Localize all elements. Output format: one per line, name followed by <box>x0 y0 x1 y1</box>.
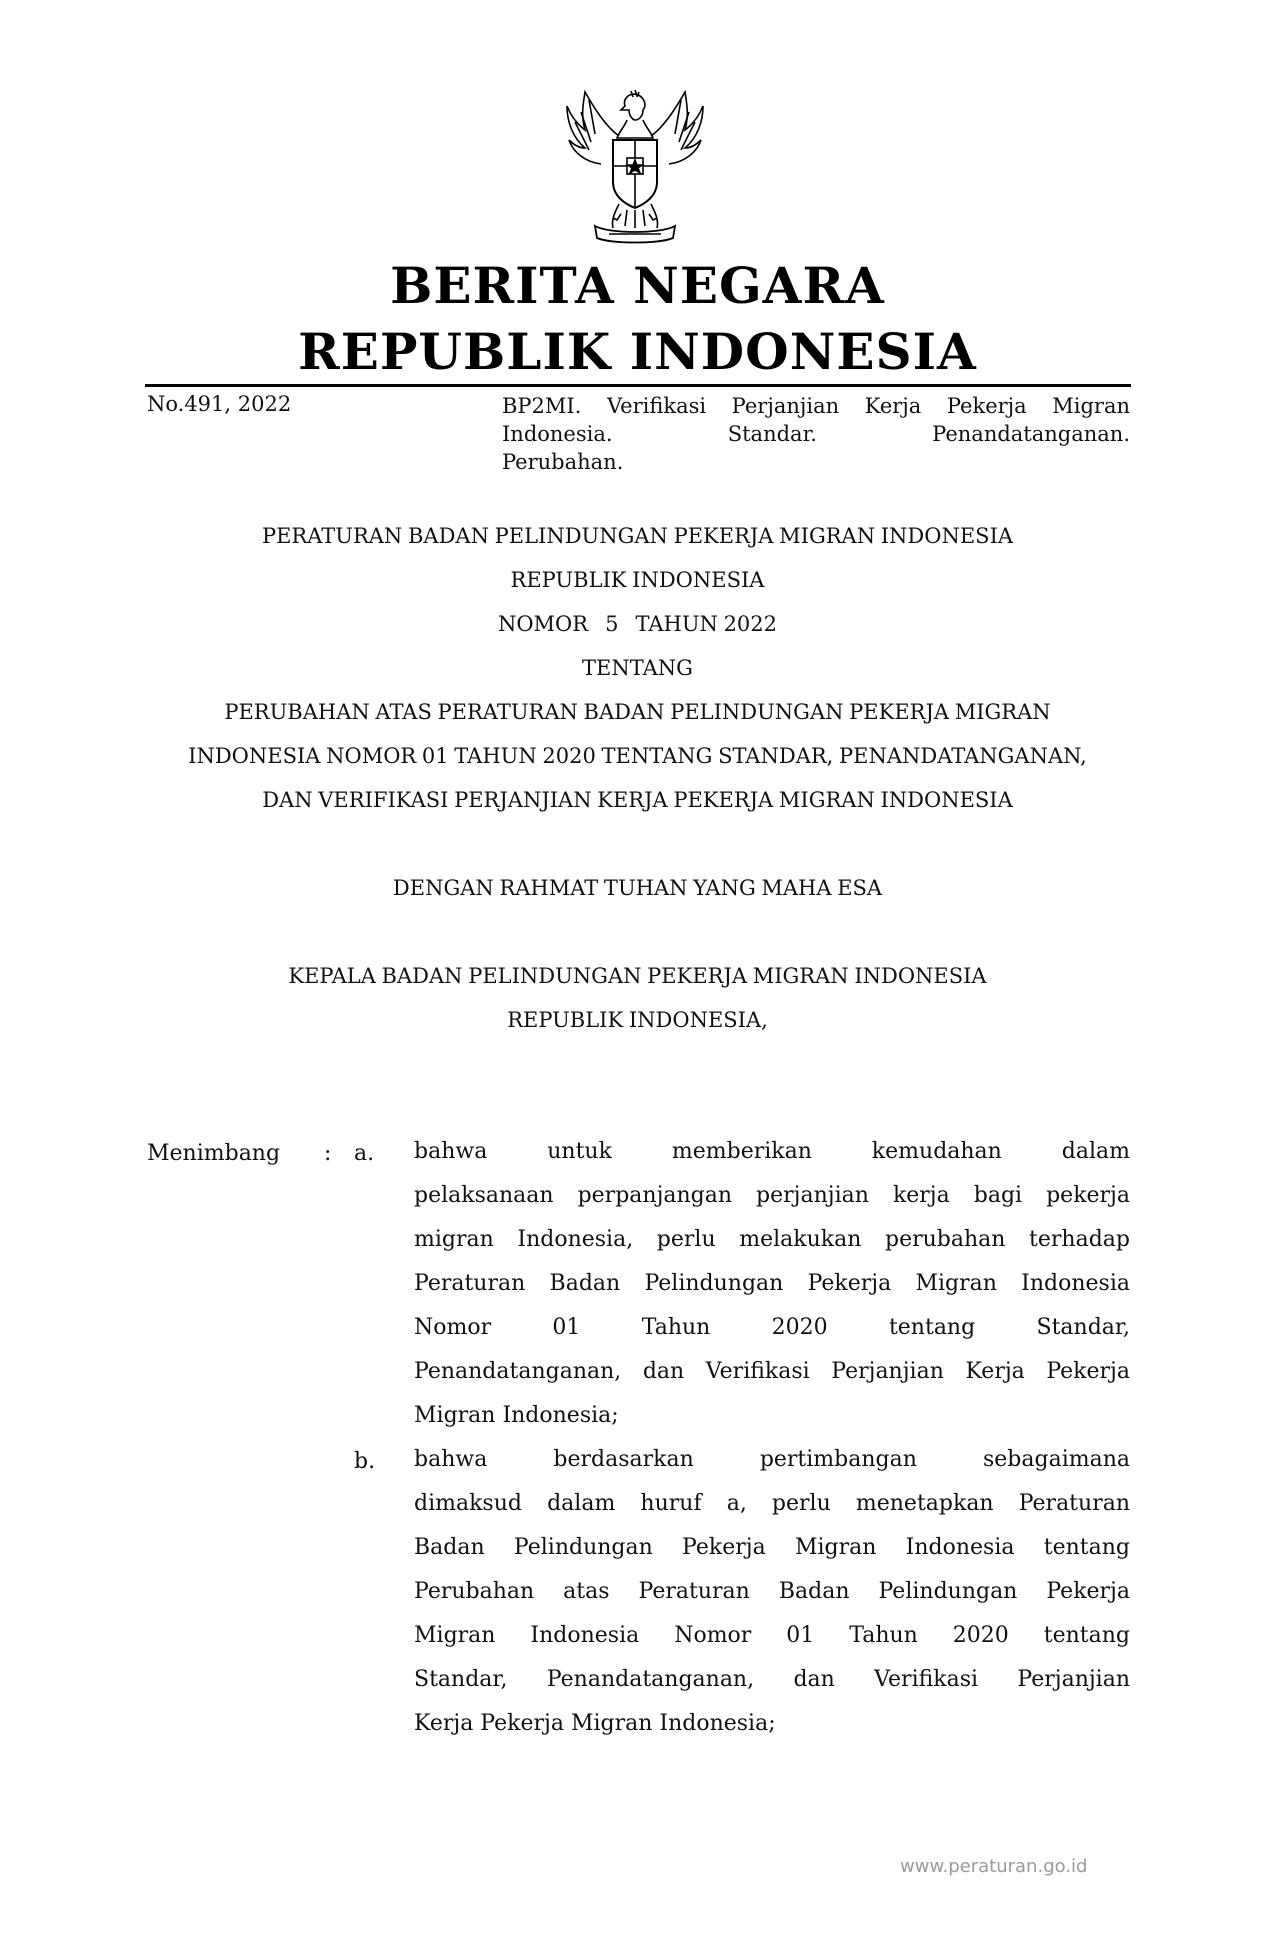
item-a-line: Peraturan Badan Pelindungan Pekerja Migran Indonesia <box>414 1271 1130 1296</box>
issuer-line: KEPALA BADAN PELINDUNGAN PEKERJA MIGRAN INDONESIA <box>288 964 987 988</box>
regulation-title-line: DAN VERIFIKASI PERJANJIAN KERJA PEKERJA MIGRAN INDONESIA <box>262 788 1013 812</box>
item-b-line: Kerja Pekerja Migran Indonesia; <box>414 1711 776 1736</box>
item-a-line: Penandatanganan, dan Verifikasi Perjanjian Kerja Pekerja <box>414 1359 1130 1384</box>
masthead-divider <box>145 384 1131 387</box>
regulation-title-line: TENTANG <box>582 656 693 680</box>
regulation-title-line: REPUBLIK INDONESIA <box>510 568 765 592</box>
item-a-line: bahwa untuk memberikan kemudahan dalam <box>414 1139 1130 1164</box>
regulation-title-line: PERATURAN BADAN PELINDUNGAN PEKERJA MIGRAN INDONESIA <box>261 524 1014 548</box>
item-b-line: Badan Pelindungan Pekerja Migran Indonesia tentang <box>414 1535 1130 1560</box>
item-marker-a: a. <box>354 1141 375 1166</box>
footer-website-link[interactable]: www.peraturan.go.id <box>900 1856 1088 1877</box>
item-a-line: migran Indonesia, perlu melakukan perubahan terhadap <box>414 1227 1130 1252</box>
item-a-line: Migran Indonesia; <box>414 1403 619 1428</box>
item-marker-b: b. <box>354 1449 376 1474</box>
considering-item-b <box>414 1438 1130 1746</box>
considering-item-a <box>414 1130 1130 1438</box>
masthead-title-line-2: REPUBLIK INDONESIA <box>298 322 977 381</box>
garuda-emblem-icon <box>555 86 715 246</box>
item-b-line: Migran Indonesia Nomor 01 Tahun 2020 tentang <box>414 1623 1130 1648</box>
item-b-line: bahwa berdasarkan pertimbangan sebagaimana <box>414 1447 1130 1472</box>
regulation-title-line: INDONESIA NOMOR 01 TAHUN 2020 TENTANG STANDAR, PENANDATANGANAN, <box>188 744 1087 768</box>
gazette-number: No.491, 2022 <box>147 392 292 416</box>
item-b-line: Standar, Penandatanganan, dan Verifikasi Perjanjian <box>414 1667 1130 1692</box>
gazette-description-line: Indonesia. Standar. Penandatanganan. <box>502 422 1130 446</box>
considering-label: Menimbang <box>147 1141 281 1166</box>
considering-colon: : <box>324 1141 332 1166</box>
preamble: DENGAN RAHMAT TUHAN YANG MAHA ESA <box>392 876 883 900</box>
item-a-line: pelaksanaan perpanjangan perjanjian kerja bagi pekerja <box>414 1183 1130 1208</box>
regulation-number: NOMOR 5 TAHUN 2022 <box>497 612 778 636</box>
masthead-title-line-1: BERITA NEGARA <box>390 256 885 315</box>
gazette-description-line: BP2MI. Verifikasi Perjanjian Kerja Pekerja Migran <box>502 394 1130 418</box>
item-a-line: Nomor 01 Tahun 2020 tentang Standar, <box>414 1315 1130 1340</box>
item-b-line: dimaksud dalam huruf a, perlu menetapkan Peraturan <box>414 1491 1130 1516</box>
item-b-line: Perubahan atas Peraturan Badan Pelindungan Pekerja <box>414 1579 1130 1604</box>
gazette-description-line: Perubahan. <box>502 450 624 474</box>
issuer-line: REPUBLIK INDONESIA, <box>507 1008 768 1032</box>
regulation-title-line: PERUBAHAN ATAS PERATURAN BADAN PELINDUNGAN PEKERJA MIGRAN <box>224 700 1051 724</box>
